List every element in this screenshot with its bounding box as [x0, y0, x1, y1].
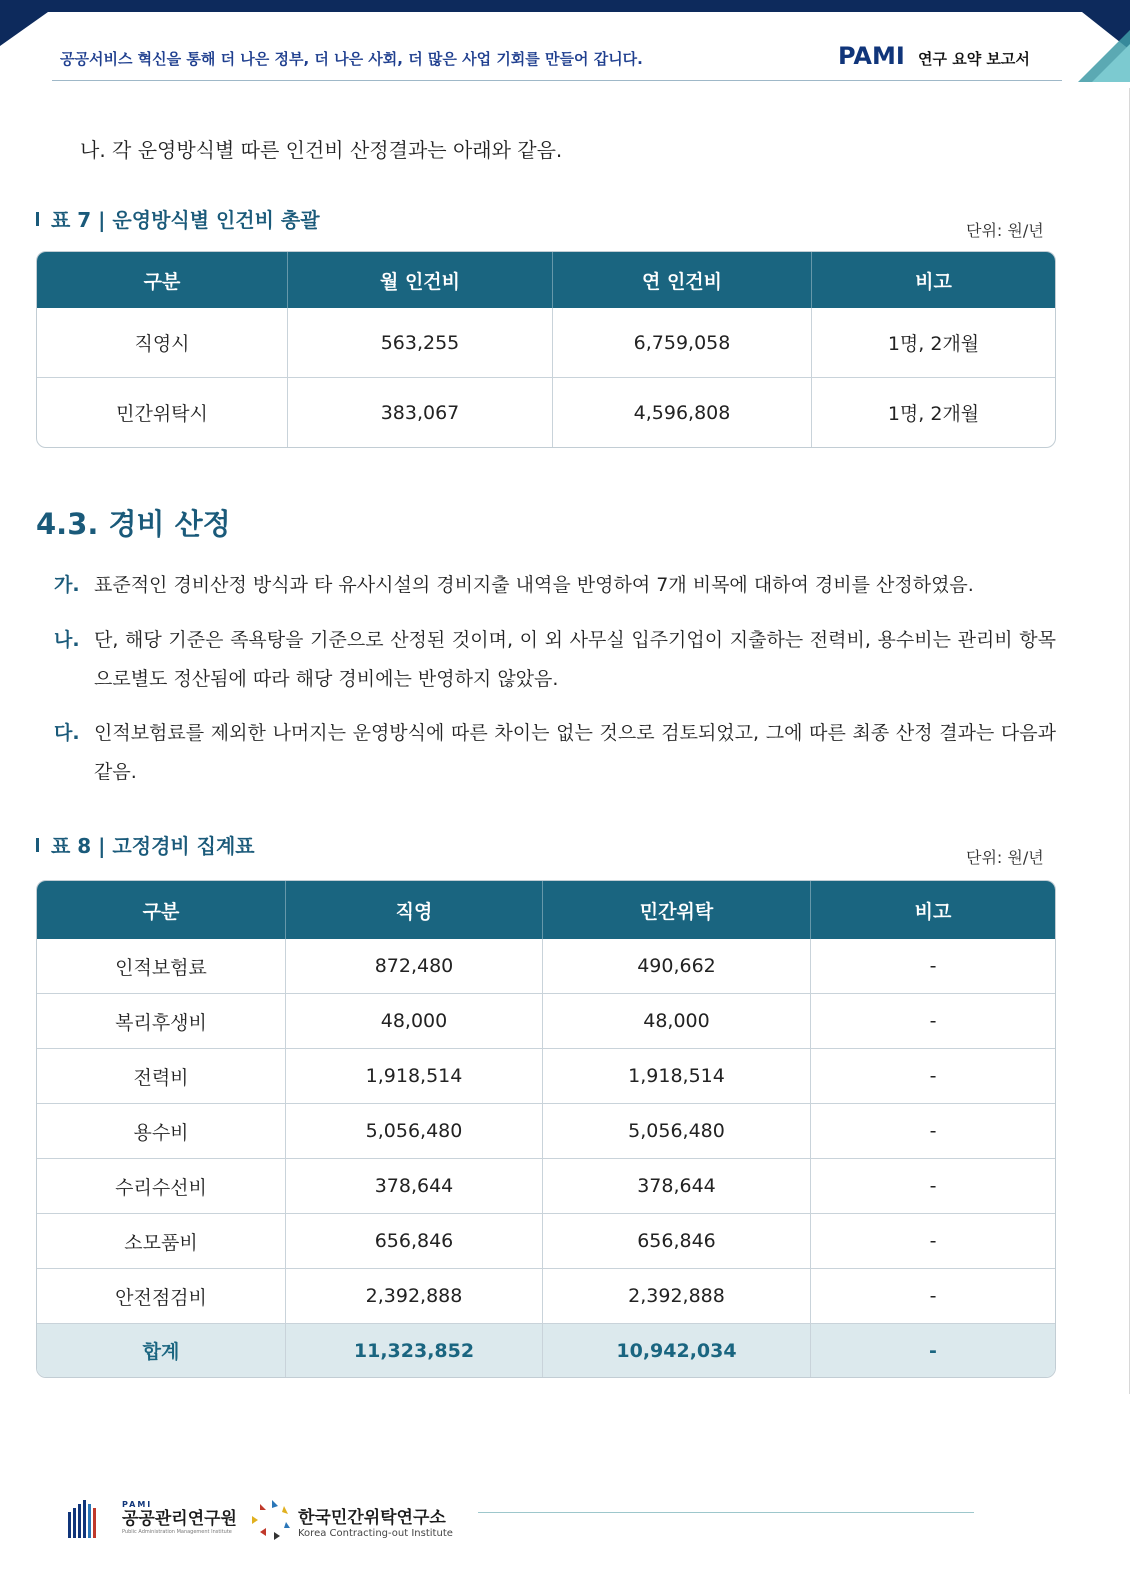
- table-cell: -: [811, 1214, 1055, 1269]
- footer-divider: [478, 1512, 974, 1513]
- item-label: 다.: [54, 722, 80, 744]
- table-cell: -: [811, 1049, 1055, 1104]
- kcoi-logo: [298, 1508, 453, 1539]
- table-row: [37, 308, 1055, 378]
- pami-logo-icon: [68, 1500, 96, 1538]
- kcoi-logo-icon: [250, 1500, 292, 1540]
- table8-header-cell: 직영: [286, 881, 543, 939]
- table7-title-text: 표 7 | 운영방식별 인건비 총괄: [51, 208, 320, 232]
- table-row: [37, 1214, 1055, 1269]
- table-cell: 안전점검비: [37, 1269, 286, 1324]
- table7-title: [36, 204, 320, 233]
- table-cell: 전력비: [37, 1049, 286, 1104]
- section-title: 4.3. 경비 산정: [36, 507, 231, 541]
- table-row: [37, 378, 1055, 447]
- table8-title: [36, 830, 255, 859]
- table-cell: 민간위탁시: [37, 378, 288, 447]
- table-cell: -: [811, 1104, 1055, 1159]
- header-report-title: 연구 요약 보고서: [918, 50, 1030, 68]
- header-corner-decoration-light: [1092, 44, 1130, 82]
- table-cell: 2,392,888: [286, 1269, 543, 1324]
- table-cell: 용수비: [37, 1104, 286, 1159]
- total-row: [37, 1324, 1055, 1377]
- table8-header-cell: 민간위탁: [543, 881, 811, 939]
- table7-header-cell: 월 인건비: [288, 252, 553, 308]
- table-cell: 5,056,480: [286, 1104, 543, 1159]
- header-slogan: 공공서비스 혁신을 통해 더 나은 정부, 더 나은 사회, 더 많은 사업 기회를 만들어 갑니다.: [60, 50, 643, 68]
- table-cell: 소모품비: [37, 1214, 286, 1269]
- table-cell: 563,255: [288, 308, 553, 378]
- item-label: 가.: [54, 574, 80, 596]
- table7-header-cell: 비고: [812, 252, 1055, 308]
- total-cell: 합계: [37, 1324, 286, 1377]
- table-cell: 직영시: [37, 308, 288, 378]
- table-cell: 4,596,808: [553, 378, 812, 447]
- table-cell: -: [811, 1269, 1055, 1324]
- table-cell: 1명, 2개월: [812, 308, 1055, 378]
- table-row: [37, 1269, 1055, 1324]
- kcoi-logo-name: 한국민간위탁연구소: [298, 1508, 446, 1528]
- table7-header-cell: 구분: [37, 252, 288, 308]
- table-cell: 378,644: [286, 1159, 543, 1214]
- table-cell: 1,918,514: [286, 1049, 543, 1104]
- section-item: [54, 714, 1056, 794]
- table7-unit: 단위: 원/년: [966, 221, 1044, 240]
- table8: [36, 880, 1056, 1378]
- pami-logo-name: 공공관리연구원: [122, 1509, 237, 1529]
- total-cell: 11,323,852: [286, 1324, 543, 1377]
- table-cell: -: [811, 939, 1055, 994]
- title-marker: [36, 838, 39, 852]
- table-cell: -: [811, 1159, 1055, 1214]
- table8-header-cell: 구분: [37, 881, 286, 939]
- total-cell: -: [811, 1324, 1055, 1377]
- table-cell: 872,480: [286, 939, 543, 994]
- table-cell: -: [811, 994, 1055, 1049]
- section-item: [54, 566, 1056, 606]
- table-cell: 490,662: [543, 939, 811, 994]
- table8-header-cell: 비고: [811, 881, 1055, 939]
- table-row: [37, 939, 1055, 994]
- table7-header-row: [37, 252, 1055, 308]
- header-bar: [0, 0, 1130, 12]
- table-cell: 5,056,480: [543, 1104, 811, 1159]
- table-cell: 1,918,514: [543, 1049, 811, 1104]
- pami-logo: [122, 1500, 237, 1535]
- table-row: [37, 994, 1055, 1049]
- table-cell: 2,392,888: [543, 1269, 811, 1324]
- table-cell: 656,846: [543, 1214, 811, 1269]
- table-cell: 복리후생비: [37, 994, 286, 1049]
- table8-title-text: 표 8 | 고정경비 집계표: [51, 834, 255, 858]
- table7: [36, 251, 1056, 448]
- table-row: [37, 1104, 1055, 1159]
- item-text: 단, 해당 기준은 족욕탕을 기준으로 산정된 것이며, 이 외 사무실 입주기업이 지출하는 전력비, 용수비는 관리비 항목으로별도 정산됨에 따라 해당 경비에는 반영하지 않았음.: [94, 629, 1056, 690]
- table-cell: 378,644: [543, 1159, 811, 1214]
- item-label: 나.: [54, 629, 80, 651]
- kcoi-logo-en: Korea Contracting-out Institute: [298, 1528, 453, 1539]
- item-text: 인적보험료를 제외한 나머지는 운영방식에 따른 차이는 없는 것으로 검토되었고, 그에 따른 최종 산정 결과는 다음과 같음.: [94, 722, 1056, 783]
- table-cell: 인적보험료: [37, 939, 286, 994]
- pami-logo-small: PAMI: [122, 1500, 153, 1509]
- table7-header-cell: 연 인건비: [553, 252, 812, 308]
- section-item: [54, 621, 1056, 701]
- table-row: [37, 1159, 1055, 1214]
- table-cell: 1명, 2개월: [887, 403, 980, 425]
- header-divider: [52, 80, 1062, 81]
- table-cell: 48,000: [543, 994, 811, 1049]
- header-left-decoration: [0, 12, 48, 46]
- total-cell: 10,942,034: [543, 1324, 811, 1377]
- table-cell: 48,000: [286, 994, 543, 1049]
- table-cell: 656,846: [286, 1214, 543, 1269]
- pami-logo-en: Public Administration Management Institute: [122, 1529, 232, 1535]
- table8-unit: 단위: 원/년: [966, 848, 1044, 867]
- intro-paragraph: 나. 각 운영방식별 따른 인건비 산정결과는 아래와 같음.: [80, 138, 563, 162]
- table-cell: 383,067: [288, 378, 553, 447]
- table8-header-row: [37, 881, 1055, 939]
- table-cell: 6,759,058: [553, 308, 812, 378]
- title-marker: [36, 212, 39, 226]
- header-brand: PAMI: [838, 42, 905, 70]
- item-text: 표준적인 경비산정 방식과 타 유사시설의 경비지출 내역을 반영하여 7개 비목에 대하여 경비를 산정하였음.: [94, 574, 974, 596]
- table-cell: 수리수선비: [37, 1159, 286, 1214]
- table-row: [37, 1049, 1055, 1104]
